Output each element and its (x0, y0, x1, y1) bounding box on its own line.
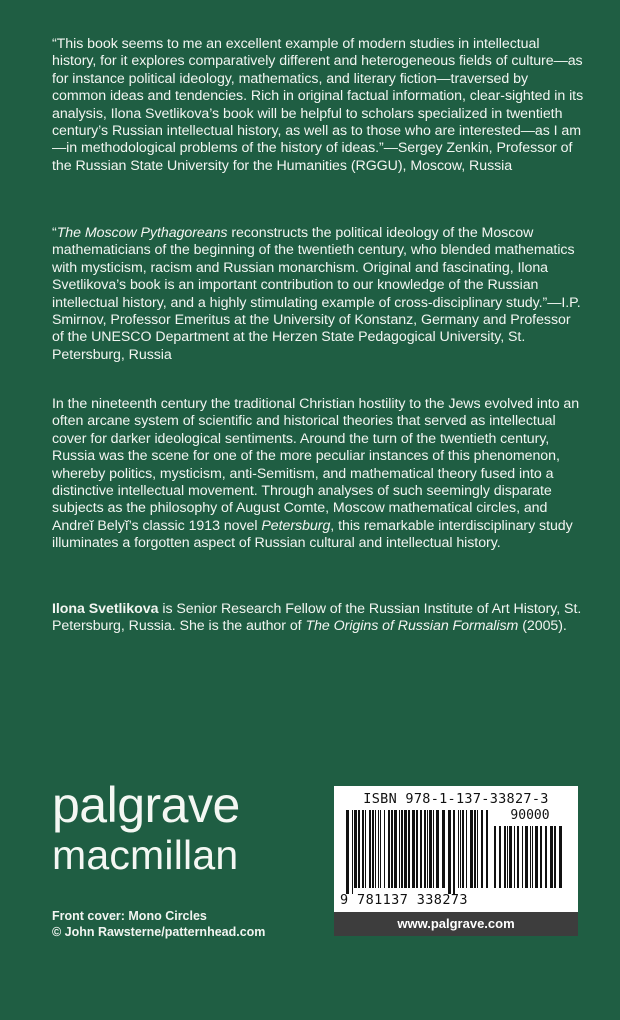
barcode-stripe (453, 810, 455, 894)
book-title-italic: The Moscow Pythagoreans (56, 225, 228, 241)
barcode-stripe (442, 810, 445, 888)
barcode-stripe (535, 826, 538, 888)
barcode-stripe (494, 826, 496, 888)
barcode-stripe (378, 810, 379, 888)
author-previous-book: The Origins of Russian Formalism (305, 618, 519, 635)
barcode-stripe (354, 810, 357, 888)
isbn-label: ISBN 978-1-137-33827-3 (363, 791, 549, 807)
barcode-stripe (559, 826, 562, 888)
barcode-stripe (460, 810, 461, 888)
barcode-stripe (470, 810, 473, 888)
barcode-stripe (458, 810, 459, 888)
cover-credit-line-2: © John Rawsterne/patternhead.com (52, 925, 266, 939)
cover-credit-line-1: Front cover: Mono Circles (52, 909, 207, 923)
barcode-stripe (530, 826, 531, 888)
barcode-stripe (509, 826, 512, 888)
barcode-stripe (369, 810, 371, 888)
ean-barcode-bars (346, 810, 490, 894)
open-quote: “ (52, 225, 57, 241)
barcode-stripe (429, 810, 432, 888)
addon-barcode-bars (494, 826, 566, 894)
ean-digits: 9 781137 338273 (340, 892, 468, 908)
blurb-zenkin-text: “This book seems to me an excellent example of modern studies in intellectual history, for it explores comparatively different and heterogeneous fields of culture—as for instance political ideology, mathematics, and literary fiction—traversed by common ideas and tendencies. Rich in original factual information, clear-sighted in its analysis, Ilona Svetlikova’s book will be helpful to scholars specialized in twentieth century’s Russian intellectual history, as well as to those who are interested—as I am—in methodological problems of the history of ideas.”—Sergey Zenkin, Professor of the Russian State University for the Humanities (RGGU), Moscow, Russia (52, 36, 584, 174)
barcode-stripe (481, 810, 483, 888)
publisher-logo-line-1: palgrave (52, 777, 240, 833)
price-addon-number: 90000 (510, 808, 550, 823)
publisher-logo (52, 778, 240, 878)
barcode-stripe (401, 810, 403, 888)
barcode-stripe (517, 826, 519, 888)
author-bio (52, 601, 584, 636)
publisher-logo-line-2: macmillan (52, 832, 239, 878)
barcode-stripe (394, 810, 397, 888)
barcode-stripe (474, 810, 476, 888)
blurb-smirnov-text: reconstructs the political ideology of the Moscow mathematicians of the beginning of the twentieth century, who blended mathematics with mysticism, racism and Russian monarchism. Original and fascinating, Ilona Svetlikova’s book is an important contribution to our knowledge of the Russian intellectual history, and a highly stimulating example of cross-disciplinary study.”—I.P. Smirnov, Professor Emeritus at the University of Konstanz, Germany and Professor of the UNESCO Department at the Herzen State Pedagogical University, St. Petersburg, Russia (52, 225, 581, 363)
barcode-stripe (416, 810, 418, 888)
barcode-stripe (412, 810, 415, 888)
barcode-stripe (427, 810, 428, 888)
website-url: www.palgrave.com (397, 916, 515, 931)
barcode-stripe (375, 810, 376, 888)
author-name: Ilona Svetlikova (52, 601, 159, 617)
cover-credit (52, 908, 265, 940)
barcode-stripe (362, 810, 364, 888)
barcode-stripe (540, 826, 542, 888)
description-part-2: , this remarkable interdisciplinary study illuminates a forgotten aspect of Russian cultural and intellectual history. (52, 517, 573, 552)
barcode-stripe (525, 826, 528, 888)
barcode-stripe (372, 810, 374, 888)
barcode-stripe (504, 826, 506, 888)
barcode-stripe (532, 826, 533, 888)
barcode-stripe (420, 810, 422, 888)
barcode-stripe (358, 810, 360, 888)
barcode-stripe (522, 826, 523, 888)
novel-title-italic: Petersburg (261, 517, 331, 534)
author-bio-text-1: is Senior Research Fellow of the Russian Institute of Art History, St. Petersburg, Russia. She is the author of (52, 601, 582, 635)
barcode-stripe (507, 826, 508, 888)
barcode-stripe (408, 810, 410, 888)
barcode-stripe (477, 810, 478, 888)
barcode-stripe (352, 810, 353, 894)
website-bar (334, 912, 578, 936)
barcode-stripe (399, 810, 400, 888)
barcode-stripe (365, 810, 366, 888)
barcode-stripe (514, 826, 515, 888)
description-part-1: In the nineteenth century the traditional Christian hostility to the Jews evolved into an often arcane system of scientific and historical theories that served as intellectual cover for darker ideological sentiments. Around the turn of the twentieth century, Russia was the scene for one of the more peculiar instances of this phenomenon, whereby politics, mysticism, anti-Semitism, and mathematical theory fused into a distinctive intellectual movement. Through analyses of such seemingly disparate subjects as the philosophy of August Comte, Moscow mathematical circles, and Andreĭ Belyĭ’s classic 1913 novel (52, 396, 580, 534)
barcode-stripe (388, 810, 390, 888)
barcode-stripe (486, 810, 488, 888)
author-bio-text-2: (2005). (518, 618, 567, 635)
barcode-panel (334, 786, 578, 936)
barcode-stripe (404, 810, 407, 888)
barcode-stripe (384, 810, 385, 888)
barcode-stripe (554, 826, 556, 888)
book-description (52, 396, 584, 553)
barcode-stripe (550, 826, 553, 888)
barcode-stripe (545, 826, 547, 888)
blurb-zenkin (52, 36, 584, 175)
barcode-stripe (466, 810, 467, 888)
barcode-stripe (436, 810, 439, 888)
blurb-smirnov (52, 225, 584, 364)
barcode-stripe (346, 810, 349, 894)
barcode-stripe (424, 810, 426, 888)
barcode-stripe (433, 810, 434, 888)
barcode-stripe (462, 810, 464, 888)
barcode-stripe (391, 810, 393, 888)
barcode-stripe (499, 826, 501, 888)
barcode-stripe (380, 810, 381, 888)
barcode-stripe (448, 810, 451, 894)
